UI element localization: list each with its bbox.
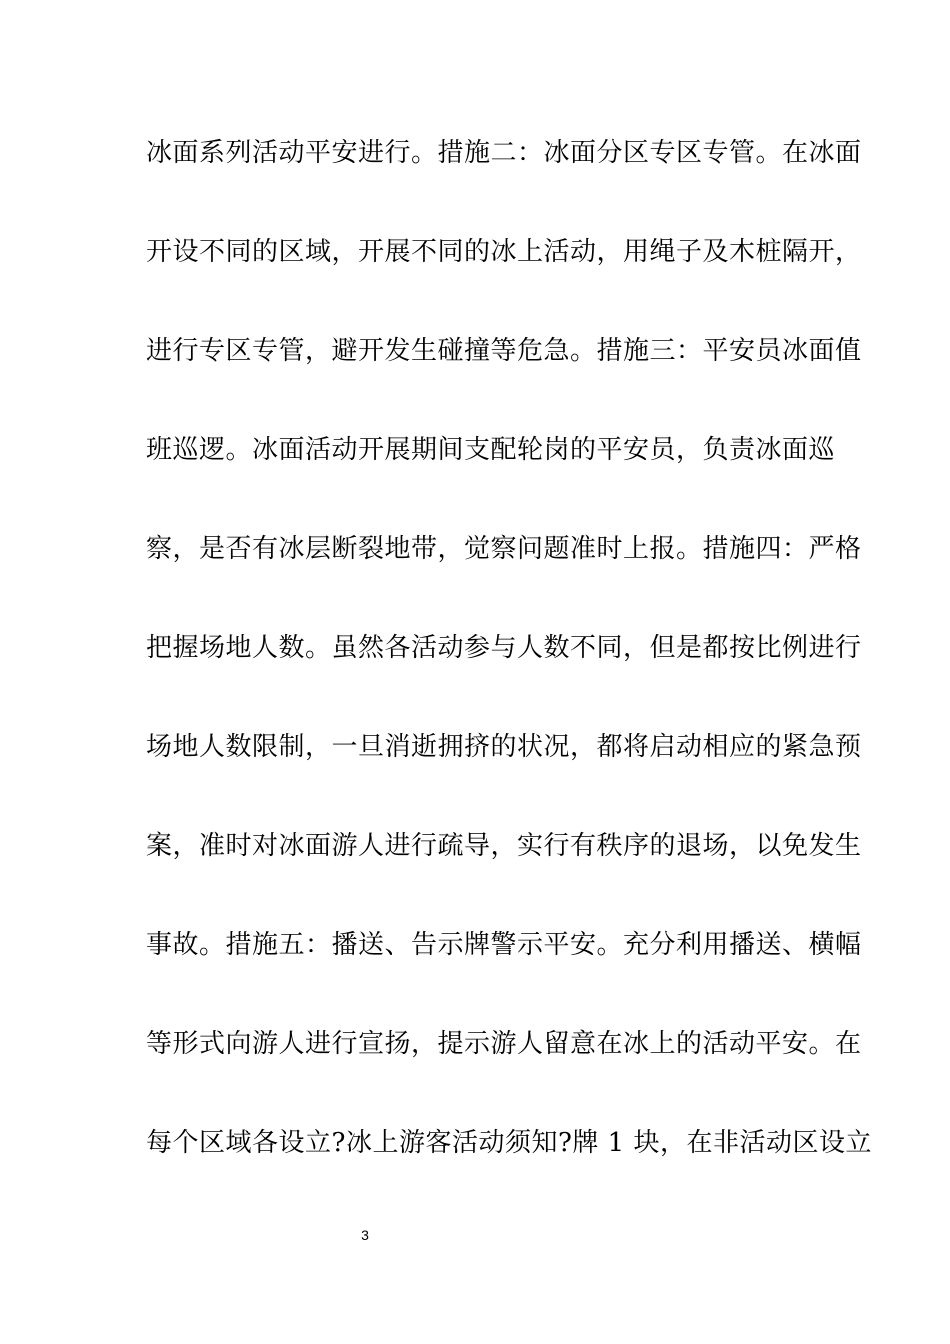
text-line-2: 开设不同的区域，开展不同的冰上活动，用绳子及木桩隔开， — [146, 237, 862, 267]
text-line-7: 场地人数限制，一旦消逝拥挤的状况，都将启动相应的紧急预 — [146, 732, 862, 762]
text-line-5: 察，是否有冰层断裂地带，觉察问题准时上报。措施四：严格 — [146, 534, 862, 564]
page-number: 3 — [361, 1227, 369, 1243]
text-line-4: 班巡逻。冰面活动开展期间支配轮岗的平安员，负责冰面巡 — [146, 435, 836, 465]
text-line-10: 等形式向游人进行宣扬，提示游人留意在冰上的活动平安。在 — [146, 1029, 862, 1059]
text-line-6: 把握场地人数。虽然各活动参与人数不同，但是都按比例进行 — [146, 633, 862, 663]
body-text — [146, 130, 872, 1219]
text-line-3: 进行专区专管，避开发生碰撞等危急。措施三：平安员冰面值 — [146, 336, 862, 366]
text-line-8: 案，准时对冰面游人进行疏导，实行有秩序的退场，以免发生 — [146, 831, 862, 861]
text-line-9: 事故。措施五：播送、告示牌警示平安。充分利用播送、横幅 — [146, 930, 862, 960]
text-line-1: 冰面系列活动平安进行。措施二：冰面分区专区专管。在冰面 — [146, 138, 862, 168]
text-line-11: 每个区域各设立?冰上游客活动须知?牌 1 块，在非活动区设立 — [146, 1128, 872, 1158]
